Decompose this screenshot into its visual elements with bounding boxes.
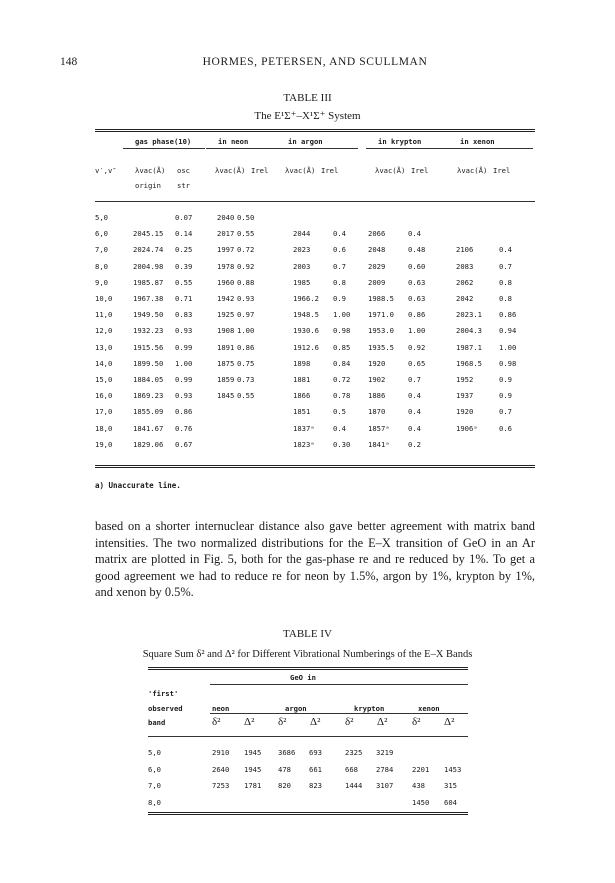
table4-group-rule: [210, 713, 468, 714]
table4-cell-ar_D: 661: [309, 764, 322, 774]
table3-cell-vv: 5,0: [95, 213, 108, 222]
table3-cell-ar_l: 1966.2: [293, 294, 319, 303]
table4-symbol-header: Δ²: [444, 716, 455, 728]
table3-cell-gas_o: 0.93: [175, 391, 193, 401]
table4-cell-ar_D: 693: [309, 748, 322, 757]
table3-bottom-rule-2: [95, 467, 535, 468]
table4-group-header: krypton: [354, 704, 385, 713]
table3-cell-xe_l: 1937: [456, 391, 474, 401]
table3-cell-gas_l: 2004.98: [133, 261, 164, 271]
table3-cell-vv: 19,0: [95, 439, 113, 449]
table3-cell-ar_l: 1898: [293, 358, 311, 368]
table3-cell-ne_l: 2017: [217, 229, 235, 239]
table3-cell-gas_l: 1829.06: [133, 439, 164, 449]
table4-header-rule: [148, 736, 468, 737]
table4-cell-kr_D: 3219: [376, 748, 394, 757]
table3-cell-ar_l: 1881: [293, 375, 311, 384]
table4-symbol-header: δ²: [212, 716, 221, 728]
table3-cell-xe_l: 1987.1: [456, 342, 482, 352]
table3-cell-ar_l: 1851: [293, 407, 311, 417]
table3-cell-gas_o: 0.71: [175, 294, 193, 303]
table4-bottom-rule-2: [148, 814, 468, 815]
table3-cell-gas_o: 0.99: [175, 342, 193, 352]
table3-header-lambda: λvac(Å): [285, 166, 316, 175]
table3-cell-ar_l: 1985: [293, 277, 311, 287]
table3-top-rule: [95, 129, 535, 130]
table3-cell-ar_l: 1948.5: [293, 310, 319, 320]
table3-group-header: gas phase(10): [135, 137, 192, 146]
table3-cell-ne_i: 0.75: [237, 358, 255, 368]
table4-cell-ar_d: 820: [278, 781, 291, 790]
table3-cell-ne_l: 1908: [217, 326, 235, 336]
table3-cell-kr_i: 1.00: [408, 326, 426, 336]
table3-cell-ne_l: 1891: [217, 342, 235, 352]
table3-footnote: a) Unaccurate line.: [95, 481, 181, 490]
table3-cell-xe_i: 0.8: [499, 277, 512, 287]
table3-header-rule: [95, 201, 535, 202]
table3-label: TABLE III: [283, 92, 332, 104]
table3-cell-ar_l: 2023: [293, 245, 311, 255]
table3-cell-kr_i: 0.60: [408, 261, 426, 271]
table3-cell-kr_i: 0.63: [408, 277, 426, 287]
table3-cell-ne_i: 0.86: [237, 342, 255, 352]
table4-group-header: neon: [212, 704, 230, 713]
table4-cell-band: 7,0: [148, 781, 161, 790]
table4-group-header: xenon: [418, 704, 440, 713]
table3-cell-kr_i: 0.4: [408, 423, 421, 433]
table4-group-header: argon: [285, 704, 307, 713]
table3-group-rule: [448, 148, 533, 149]
table3-cell-vv: 11,0: [95, 310, 113, 320]
table3-cell-kr_i: 0.4: [408, 391, 421, 401]
table3-cell-ne_l: 2040: [217, 213, 235, 222]
table3-cell-gas_l: 1985.87: [133, 277, 164, 287]
table4-cell-band: 5,0: [148, 748, 161, 757]
table4-cell-band: 8,0: [148, 797, 161, 807]
table3-cell-gas_l: 1855.09: [133, 407, 164, 417]
table3-cell-gas_o: 0.86: [175, 407, 193, 417]
table3-cell-ar_l: 1823ᵃ: [293, 439, 315, 449]
table3-bottom-rule: [95, 465, 535, 466]
table3-cell-ne_i: 0.50: [237, 213, 255, 222]
table3-cell-vv: 9,0: [95, 277, 108, 287]
table3-cell-ne_i: 0.72: [237, 245, 255, 255]
table3-cell-kr_i: 0.63: [408, 294, 426, 303]
table3-header-lambda: λvac(Å): [457, 166, 488, 175]
table3-cell-xe_i: 0.7: [499, 407, 512, 417]
table3-cell-ne_i: 0.55: [237, 229, 255, 239]
table3-cell-xe_i: 0.86: [499, 310, 517, 320]
table3-cell-xe_i: 0.6: [499, 423, 512, 433]
table3-cell-ar_l: 2003: [293, 261, 311, 271]
table3-group-rule: [276, 148, 358, 149]
table4-cell-xe_D: 604: [444, 797, 457, 807]
table3-caption: The E¹Σ⁺–X¹Σ⁺ System: [254, 110, 361, 122]
table3-cell-xe_i: 0.8: [499, 294, 512, 303]
table4-cell-ar_D: 823: [309, 781, 322, 790]
table4-cell-ar_d: 478: [278, 764, 291, 774]
table3-cell-vv: 15,0: [95, 375, 113, 384]
table3-cell-gas_o: 0.39: [175, 261, 193, 271]
table4-cell-xe_d: 438: [412, 781, 425, 790]
table3-cell-xe_l: 1968.5: [456, 358, 482, 368]
table3-cell-xe_i: 0.98: [499, 358, 517, 368]
table4-symbol-header: Δ²: [244, 716, 255, 728]
table3-cell-ne_l: 1960: [217, 277, 235, 287]
table3-cell-ar_l: 2044: [293, 229, 311, 239]
table3-header-irel: Irel: [493, 166, 511, 175]
table3-cell-kr_l: 2066: [368, 229, 386, 239]
running-head: HORMES, PETERSEN, AND SCULLMAN: [202, 56, 428, 68]
table3-cell-ar_i: 0.85: [333, 342, 351, 352]
table3-cell-vv: 7,0: [95, 245, 108, 255]
table3-cell-ar_i: 0.72: [333, 375, 351, 384]
table3-cell-vv: 18,0: [95, 423, 113, 433]
table3-cell-xe_i: 0.4: [499, 245, 512, 255]
table3-cell-kr_i: 0.65: [408, 358, 426, 368]
table3-header-irel: Irel: [321, 166, 339, 175]
table3-header-osc: osc: [177, 166, 190, 175]
table3-cell-kr_l: 2009: [368, 277, 386, 287]
table3-cell-ar_i: 0.30: [333, 439, 351, 449]
table3-cell-xe_l: 1952: [456, 375, 474, 384]
table4-bottom-rule: [148, 812, 468, 813]
table3-cell-kr_i: 0.4: [408, 407, 421, 417]
table3-cell-xe_l: 1906ᵃ: [456, 423, 478, 433]
body-paragraph: [95, 518, 535, 601]
table3-cell-gas_o: 0.93: [175, 326, 193, 336]
table3-cell-vv: 10,0: [95, 294, 113, 303]
table3-cell-gas_o: 0.67: [175, 439, 193, 449]
table3-header-lambda: λvac(Å): [135, 166, 166, 175]
table3-cell-vv: 12,0: [95, 326, 113, 336]
table3-cell-xe_i: 0.9: [499, 391, 512, 401]
table3-cell-gas_o: 1.00: [175, 358, 193, 368]
table3-cell-gas_o: 0.07: [175, 213, 193, 222]
table3-cell-ar_i: 0.98: [333, 326, 351, 336]
table3-cell-kr_i: 0.2: [408, 439, 421, 449]
table3-cell-xe_i: 0.7: [499, 261, 512, 271]
table3-cell-gas_l: 1884.05: [133, 375, 164, 384]
table4-cell-kr_d: 1444: [345, 781, 363, 790]
table4-symbol-header: δ²: [345, 716, 354, 728]
table3-cell-ar_i: 0.7: [333, 261, 346, 271]
table3-cell-gas_l: 1949.50: [133, 310, 164, 320]
table3-cell-ne_l: 1845: [217, 391, 235, 401]
table4-super-rule: [210, 684, 468, 685]
table3-group-header: in neon: [218, 137, 249, 146]
table3-cell-xe_l: 2004.3: [456, 326, 482, 336]
table3-cell-gas_o: 0.25: [175, 245, 193, 255]
table4-cell-xe_D: 315: [444, 781, 457, 790]
table3-cell-kr_l: 1935.5: [368, 342, 394, 352]
table3-cell-kr_l: 1870: [368, 407, 386, 417]
table3-cell-ne_l: 1942: [217, 294, 235, 303]
table3-header-lambda: λvac(Å): [215, 166, 246, 175]
table3-cell-ar_i: 0.4: [333, 423, 346, 433]
table4-cell-xe_d: 1450: [412, 797, 430, 807]
table3-cell-kr_i: 0.7: [408, 375, 421, 384]
table3-cell-kr_l: 2048: [368, 245, 386, 255]
table4-symbol-header: Δ²: [377, 716, 388, 728]
table4-cell-xe_d: 2201: [412, 764, 430, 774]
table3-top-rule-2: [95, 131, 535, 132]
table3-cell-ne_i: 0.55: [237, 391, 255, 401]
table3-cell-vv: 16,0: [95, 391, 113, 401]
table3-cell-gas_l: 1967.38: [133, 294, 164, 303]
table4-cell-ne_d: 7253: [212, 781, 230, 790]
table3-cell-ne_i: 0.73: [237, 375, 255, 384]
table3-cell-kr_i: 0.86: [408, 310, 426, 320]
table3-cell-xe_i: 1.00: [499, 342, 517, 352]
table3-header-irel: Irel: [251, 166, 269, 175]
table4-cell-ne_d: 2910: [212, 748, 230, 757]
table3-cell-xe_l: 2083: [456, 261, 474, 271]
table4-cell-ne_d: 2640: [212, 764, 230, 774]
table4-first-l3: band: [148, 718, 166, 727]
table3-cell-ne_l: 1859: [217, 375, 235, 384]
table3-cell-ar_i: 0.84: [333, 358, 351, 368]
table4-first-l2: observed: [148, 704, 183, 713]
table4-top-rule: [148, 667, 468, 668]
paragraph-text: based on a shorter internuclear distance also gave better agreement with matrix band intensities. The two normalized distributions for the E–X transition of GeO in an Ar matrix are plotted in Fig. 5, both for the gas-phase re and re reduced by 1%. To get a good agreement we had to reduce re for neon by 1.5%, argon by 1%, krypton by 1%, and xenon by 0.5%.: [95, 519, 535, 600]
table3-cell-xe_l: 2106: [456, 245, 474, 255]
table4-symbol-header: δ²: [412, 716, 421, 728]
table3-header-vv: v′,v″: [95, 166, 117, 175]
table3-cell-gas_o: 0.55: [175, 277, 193, 287]
page-number: 148: [60, 56, 78, 68]
table3-cell-kr_l: 1841ᵃ: [368, 439, 390, 449]
table3-cell-xe_i: 0.94: [499, 326, 517, 336]
table3-group-rule: [366, 148, 456, 149]
table4-cell-band: 6,0: [148, 764, 161, 774]
table3-cell-kr_l: 1953.0: [368, 326, 394, 336]
table3-cell-kr_i: 0.92: [408, 342, 426, 352]
table3-group-header: in xenon: [460, 137, 495, 146]
table3-cell-gas_l: 2024.74: [133, 245, 164, 255]
page-header: [60, 56, 570, 72]
table3-cell-gas_l: 2045.15: [133, 229, 164, 239]
table3-group-header: in krypton: [378, 137, 422, 146]
table3-cell-ne_i: 0.92: [237, 261, 255, 271]
table3-cell-ne_l: 1978: [217, 261, 235, 271]
table3-cell-gas_l: 1932.23: [133, 326, 164, 336]
table3-cell-vv: 14,0: [95, 358, 113, 368]
table3-cell-ar_i: 0.4: [333, 229, 346, 239]
table3-cell-ar_i: 0.78: [333, 391, 351, 401]
table4-cell-kr_D: 2784: [376, 764, 394, 774]
table3-cell-kr_i: 0.4: [408, 229, 421, 239]
table3-cell-ar_l: 1930.6: [293, 326, 319, 336]
table4-cell-ne_D: 1945: [244, 748, 262, 757]
table3-cell-xe_l: 2023.1: [456, 310, 482, 320]
table3-header-irel: Irel: [411, 166, 429, 175]
table3-cell-xe_l: 1920: [456, 407, 474, 417]
table3-header-str: str: [177, 181, 190, 190]
table4-top-rule-2: [148, 669, 468, 670]
table3-header-origin: origin: [135, 181, 161, 190]
table3-cell-kr_l: 1902: [368, 375, 386, 384]
table3-cell-kr_l: 1920: [368, 358, 386, 368]
table3-cell-vv: 8,0: [95, 261, 108, 271]
table3-cell-kr_i: 0.48: [408, 245, 426, 255]
table3-cell-gas_o: 0.76: [175, 423, 193, 433]
table4-first-l1: 'first': [148, 689, 179, 698]
table4-label: TABLE IV: [283, 628, 332, 640]
table3-cell-kr_l: 1886: [368, 391, 386, 401]
table3-cell-ne_l: 1925: [217, 310, 235, 320]
table3-cell-ne_i: 0.88: [237, 277, 255, 287]
table4-cell-ne_D: 1945: [244, 764, 262, 774]
table3-cell-ne_i: 0.93: [237, 294, 255, 303]
table3-cell-ne_l: 1997: [217, 245, 235, 255]
table3-cell-ar_i: 1.00: [333, 310, 351, 320]
table3-cell-ne_i: 0.97: [237, 310, 255, 320]
table3-cell-ne_l: 1875: [217, 358, 235, 368]
table3-cell-kr_l: 1857ᵃ: [368, 423, 390, 433]
table3-cell-ar_i: 0.5: [333, 407, 346, 417]
table3-cell-ar_i: 0.8: [333, 277, 346, 287]
table4-symbol-header: δ²: [278, 716, 287, 728]
table3-cell-xe_l: 2042: [456, 294, 474, 303]
table4-super-header: GeO in: [290, 673, 316, 682]
table3-cell-vv: 6,0: [95, 229, 108, 239]
table3-cell-ar_l: 1837ᵃ: [293, 423, 315, 433]
table3-cell-ar_i: 0.9: [333, 294, 346, 303]
table4-cell-kr_d: 2325: [345, 748, 363, 757]
table3-cell-gas_l: 1841.67: [133, 423, 164, 433]
table3-cell-ar_l: 1866: [293, 391, 311, 401]
table4-cell-xe_D: 1453: [444, 764, 462, 774]
table3-cell-vv: 17,0: [95, 407, 113, 417]
table4-cell-kr_d: 668: [345, 764, 358, 774]
table3-group-header: in argon: [288, 137, 323, 146]
table3-cell-gas_l: 1899.50: [133, 358, 164, 368]
table3-cell-gas_l: 1869.23: [133, 391, 164, 401]
table4-cell-kr_D: 3107: [376, 781, 394, 790]
table3-header-lambda: λvac(Å): [375, 166, 406, 175]
table3-cell-kr_l: 1988.5: [368, 294, 394, 303]
table3-cell-ne_i: 1.00: [237, 326, 255, 336]
table3-cell-gas_o: 0.83: [175, 310, 193, 320]
table3-cell-gas_o: 0.99: [175, 375, 193, 384]
table4-caption: Square Sum δ² and Δ² for Different Vibrational Numberings of the E–X Bands: [142, 649, 473, 660]
table4-cell-ne_D: 1781: [244, 781, 262, 790]
table4-cell-ar_d: 3686: [278, 748, 296, 757]
table4-symbol-header: Δ²: [310, 716, 321, 728]
table3-cell-kr_l: 1971.0: [368, 310, 394, 320]
table3-cell-gas_o: 0.14: [175, 229, 193, 239]
table3-cell-vv: 13,0: [95, 342, 113, 352]
table3-cell-kr_l: 2029: [368, 261, 386, 271]
table3-cell-ar_i: 0.6: [333, 245, 346, 255]
table3-cell-gas_l: 1915.56: [133, 342, 164, 352]
table3-group-rule: [123, 148, 205, 149]
table3-cell-xe_i: 0.9: [499, 375, 512, 384]
table3-cell-ar_l: 1912.6: [293, 342, 319, 352]
table3-cell-xe_l: 2062: [456, 277, 474, 287]
